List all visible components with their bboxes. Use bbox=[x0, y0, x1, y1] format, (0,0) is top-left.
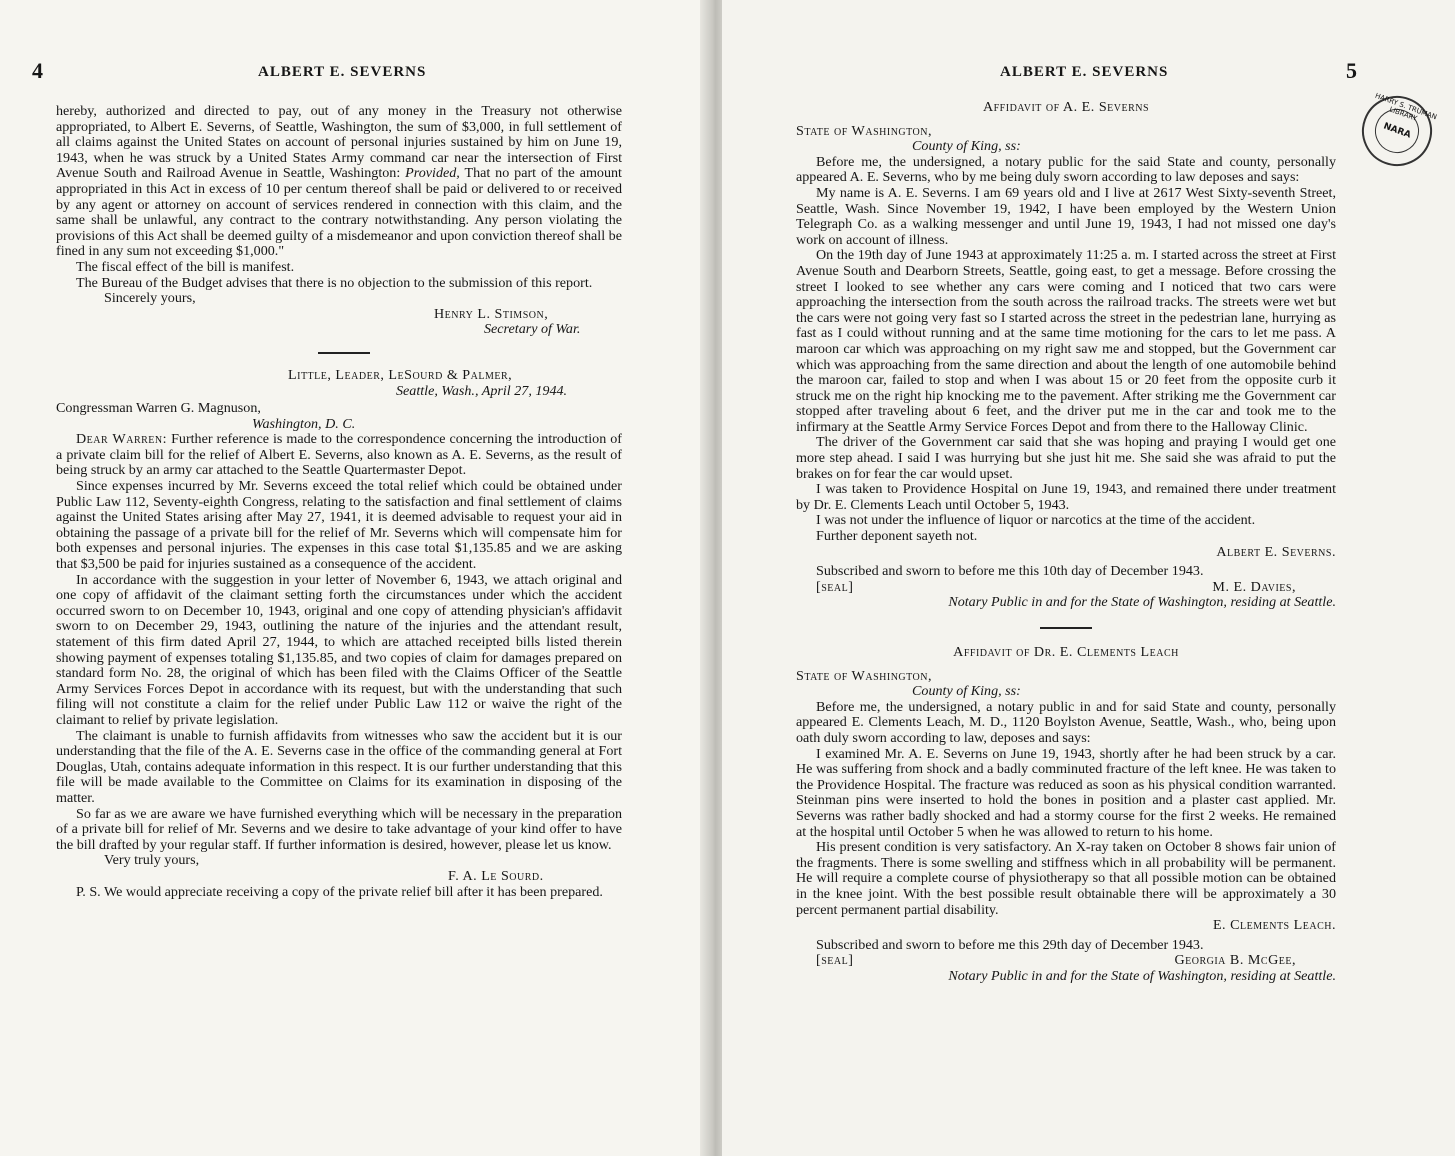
affidavit-2-para-1: Before me, the undersigned, a notary public in and for said State and county, personally appeared E. Clements Leach, M. D., 1120 Boylston Avenue, Seattle, Wash., who, being upon oath duly sworn according to law, deposes and says: bbox=[796, 698, 1336, 746]
postscript: P. S. We would appreciate receiving a copy of the private relief bill after it has been prepared. bbox=[76, 883, 603, 900]
affidavit-2-state: State of Washington, bbox=[796, 667, 933, 684]
notary-2-title: Notary Public in and for the State of Washington, residing at Seattle. bbox=[948, 967, 1336, 984]
letter-para-1: Dear Warren: Further reference is made to the correspondence concerning the introduction of a private claim bill for the relief of Albert E. Severns, also known as A. E. Severns, as the result of being struck by an army car attached to the Seattle Quartermaster Depot. bbox=[56, 431, 623, 479]
signer-stimson-title: Secretary of War. bbox=[484, 321, 581, 338]
letter-para-5: So far as we are aware we have furnished everything which will be necessary in the preparation of a private bill for relief of Mr. Severns and we desire to take advantage of your kind offer to have the bill drafted by your regular staff. If further information is desired, however, please let us know. bbox=[56, 805, 622, 853]
closing-sincerely: Sincerely yours, bbox=[104, 290, 196, 307]
notary-2-row bbox=[796, 953, 1336, 969]
running-head-right: ALBERT E. SEVERNS bbox=[1000, 64, 1169, 80]
affidavit-1-para-3: On the 19th day of June 1943 at approximately 11:25 a. m. I started across the street at First Avenue South and Dearborn Streets, Seattle, going east, to get a message. Before crossing the street I looked to see whether any cars were coming and I noticed that two cars were approaching the intersection from the south across the railroad tracks. The streets were wet but the cars were not going very fast so I started across the street in the pedestrian lane, hurrying as fast as I could without running and at the same time motioning for the cars to let me pass. A maroon car which was approaching on my right saw me and stopped, but the Government car which was approaching from the same direction and about the length of one automobile behind the maroon car, failed to stop and when I was about 15 or 20 feet from the opposite curb it struck me on the right hip knocking me to the pavement. After striking me the Government car stopped after traveling about 6 feet, and the driver put me in the car and took me to the infirmary at the Seattle Army Service Forces Depot and from there to the Halloway Clinic. bbox=[796, 247, 1336, 435]
seal-1: [seal] bbox=[816, 578, 854, 595]
page-number-left: 4 bbox=[32, 58, 43, 83]
fiscal-effect: The fiscal effect of the bill is manifest. bbox=[76, 258, 295, 275]
affidavit-1-signer: Albert E. Severns. bbox=[1216, 543, 1336, 560]
affidavit-1-county: County of King, ss: bbox=[912, 138, 1021, 155]
addressee: Congressman Warren G. Magnuson, bbox=[56, 400, 261, 417]
bill-text: hereby, authorized and directed to pay, out of any money in the Treasury not otherwise appropriated, to Albert E. Severns, of Seattle, Washington, the sum of $3,000, in full settlement of all claims against the United States on account of personal injuries sustained by him on June 19, 1943, when he was struck by a United States Army command car near the intersection of First Avenue South and Railroad Avenue in Seattle, Washington: Provided, That no part of the amount appropriated in this Act in excess of 10 per centum thereof shall be paid or delivered to or received by any agent or attorney on account of services rendered in connection with this claim, and the same shall be unlawful, any contract to the contrary notwithstanding. Any person violating the provisions of this Act shall be deemed guilty of a misdemeanor and upon conviction thereof shall be fined in any sum not exceeding $1,000." bbox=[56, 103, 622, 260]
affidavit-2-para-2: I examined Mr. A. E. Severns on June 19, 1943, shortly after he had been struck by a car. He was suffering from shock and a badly comminuted fracture of the left knee. He was taken to the Providence Hospital. The fracture was reduced as soon as his physical condition warranted. Steinman pins were inserted to hold the bones in position and a plaster cast applied. Mr. Severns was rather badly shocked and had a stormy course for the first 2 weeks. He remained at the hospital until October 5 when he was allowed to return to his home. bbox=[796, 745, 1336, 840]
affidavit-1-state: State of Washington, bbox=[796, 122, 933, 139]
letter-para-4: The claimant is unable to furnish affidavits from witnesses who saw the accident but it is our understanding that the file of the A. E. Severns case in the office of the commanding general at Fort Douglas, Utah, contains adequate information in this respect. It is our further understanding that this file will be made available to the Committee on Claims for its examination in disposing of the matter. bbox=[56, 727, 622, 806]
right-column bbox=[796, 100, 1336, 984]
notary-1-title: Notary Public in and for the State of Washington, residing at Seattle. bbox=[948, 594, 1336, 611]
budget-note: The Bureau of the Budget advises that there is no objection to the submission of this report. bbox=[76, 274, 593, 291]
page-number-right: 5 bbox=[1346, 58, 1357, 83]
firm-place-date: Seattle, Wash., April 27, 1944. bbox=[396, 382, 568, 399]
letter-para-2: Since expenses incurred by Mr. Severns exceed the total relief which could be obtained under Public Law 112, Seventy-eighth Congress, relating to the satisfaction and final settlement of claims against the United States arising after May 27, 1941, it is deemed advisable to request your aid in obtaining the passage of a private bill for the relief of Mr. Severns which will compensate him for both expenses and personal injuries. The expenses in this case total $1,135.85 and we are asking that $3,500 be paid for injuries sustained as a consequence of the accident. bbox=[56, 478, 622, 573]
affidavit-1-para-2: My name is A. E. Severns. I am 69 years old and I live at 2617 West Sixty-seventh Street, Seattle, Wash. Since November 19, 1942, I have been employed by the Western Union Telegraph Co. as a walking messenger and until June 19, 1943, I had not missed one day's work on account of illness. bbox=[796, 184, 1336, 248]
signer-stimson: Henry L. Stimson, bbox=[434, 305, 549, 322]
affidavit-2-signer: E. Clements Leach. bbox=[1212, 917, 1336, 934]
signer-lesourd: F. A. Le Sourd. bbox=[448, 867, 544, 884]
affidavit-1-para-4: The driver of the Government car said that she was hoping and praying I would get one more step ahead. I said I was hurrying but she just hit me. She said she was afraid to put the brakes on for fear the car would upset. bbox=[796, 434, 1336, 482]
notary-1-name: M. E. Davies, bbox=[1212, 578, 1296, 595]
divider-left bbox=[318, 352, 370, 354]
affidavit-1-sworn: Subscribed and sworn to before me this 10th day of December 1943. bbox=[816, 563, 1204, 580]
affidavit-2-sworn: Subscribed and sworn to before me this 29th day of December 1943. bbox=[816, 936, 1204, 953]
affidavit-2-county: County of King, ss: bbox=[912, 683, 1021, 700]
firm-name: Little, Leader, LeSourd & Palmer, bbox=[288, 366, 513, 383]
divider-right bbox=[1040, 627, 1092, 629]
addressee-place: Washington, D. C. bbox=[252, 415, 356, 432]
affidavit-1-para-5: I was taken to Providence Hospital on June 19, 1943, and remained there under treatment by Dr. E. Clements Leach until October 5, 1943. bbox=[796, 481, 1336, 513]
closing-truly: Very truly yours, bbox=[104, 852, 200, 869]
affidavit-1-para-6: I was not under the influence of liquor or narcotics at the time of the accident. bbox=[816, 512, 1256, 529]
seal-2: [seal] bbox=[816, 952, 854, 969]
notary-1-row bbox=[796, 580, 1336, 596]
letter-para-3: In accordance with the suggestion in your letter of November 6, 1943, we attach original and one copy of affidavit of the claimant setting forth the circumstances under which the accident occurred sworn to on December 10, 1943, original and one copy of attending physician's affidavit sworn to on December 29, 1943, outlining the nature of the injuries and the attendant result, statement of this firm dated April 27, 1944, to which are attached receipted bills listed therein showing payment of expenses totaling $1,135.85, and two copies of claim for damages prepared on standard form No. 28, the original of which has been filed with the Claims Officer of the Seattle Army Services Forces Depot in accordance with its request, but with the understanding that such filing will not constitute a claim for the relief under Public Law 112 or waive the right of the claimant to relief by private legislation. bbox=[56, 571, 622, 728]
affidavit-1-para-7: Further deponent sayeth not. bbox=[816, 528, 978, 545]
affidavit-2-para-3: His present condition is very satisfactory. An X-ray taken on October 8 shows fair union of the fragments. There is some swelling and stiffness which in all probability will be permanent. He will require a complete course of physiotherapy so that all possible motion can be obtained in the knee joint. With the best possible result obtainable there will be approximately a 30 percent permanent partial disability. bbox=[796, 839, 1336, 918]
running-head-left: ALBERT E. SEVERNS bbox=[258, 64, 427, 80]
notary-2-name: Georgia B. McGee, bbox=[1174, 952, 1296, 969]
affidavit-2-title: Affidavit of Dr. E. Clements Leach bbox=[953, 644, 1179, 660]
left-column bbox=[56, 104, 622, 900]
affidavit-1-para-1: Before me, the undersigned, a notary public for the said State and county, personally appeared A. E. Severns, who by me being duly sworn according to law deposes and says: bbox=[796, 153, 1336, 186]
library-stamp: HARRY S. TRUMAN LIBRARY NARA bbox=[1352, 86, 1442, 176]
affidavit-1-title: Affidavit of A. E. Severns bbox=[982, 99, 1150, 115]
